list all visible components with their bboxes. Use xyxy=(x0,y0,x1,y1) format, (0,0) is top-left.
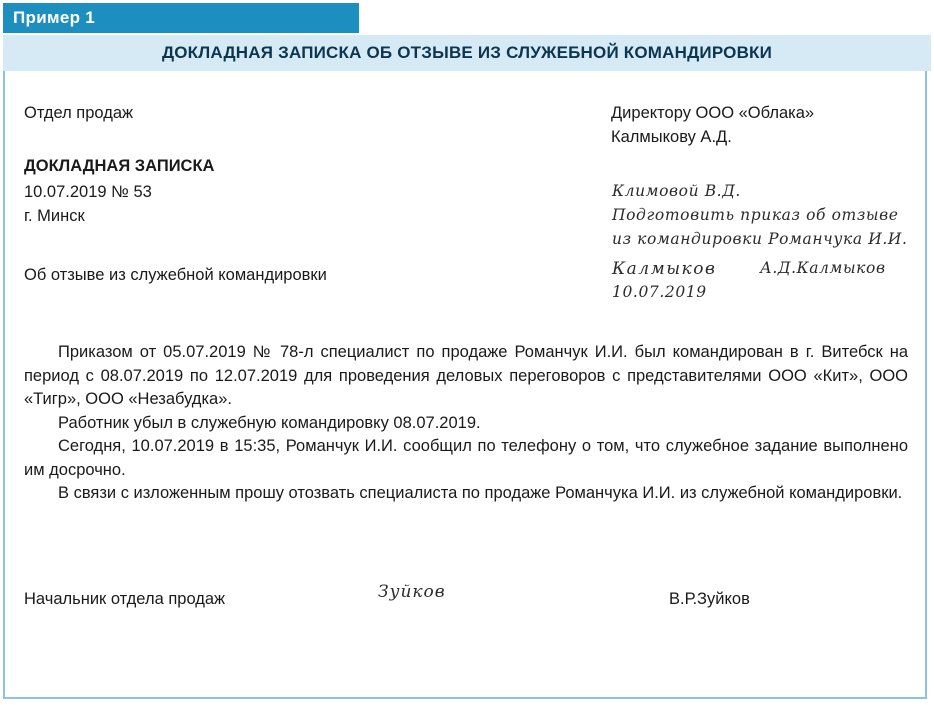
subject: Об отзыве из служебной командировки xyxy=(24,266,327,284)
addressee-line-2: Калмыкову А.Д. xyxy=(611,128,732,146)
banner-title: ДОКЛАДНАЯ ЗАПИСКА ОБ ОТЗЫВЕ ИЗ СЛУЖЕБНОЙ КОМАНДИРОВКИ xyxy=(3,35,931,71)
resolution-signer: А.Д.Калмыков xyxy=(760,259,886,277)
resolution-line-1: Климовой В.Д. xyxy=(612,182,741,200)
date-number: 10.07.2019 № 53 xyxy=(24,183,152,201)
footer-name: В.Р.Зуйков xyxy=(669,590,750,608)
body-paragraph-2: Работник убыл в служебную командировку 08.07.2019. xyxy=(58,413,481,432)
signature-text: Зуйков xyxy=(378,582,446,602)
doc-type: ДОКЛАДНАЯ ЗАПИСКА xyxy=(24,157,215,175)
addressee-line-1: Директору ООО «Облака» xyxy=(611,104,815,122)
resolution-signature: Калмыков xyxy=(612,259,717,279)
handwritten-signature xyxy=(378,582,446,602)
place: г. Минск xyxy=(24,207,85,225)
body-paragraph-1: Приказом от 05.07.2019 № 78-л специалист по продаже Романчук И.И. был командирован в г. Витебск на период с 08.07.2019 по 12.07.2019 для проведения деловых переговоров с представителями ООО «Кит», ООО «Тигр», ООО «Незабудка». xyxy=(24,343,908,408)
footer-position: Начальник отдела продаж xyxy=(24,590,226,608)
department: Отдел продаж xyxy=(24,104,134,122)
body-paragraph-4: В связи с изложенным прошу отозвать специалиста по продаже Романчука И.И. из служебной командировки. xyxy=(58,484,903,502)
resolution-line-3: из командировки Романчука И.И. xyxy=(612,230,908,248)
example-label: Пример 1 xyxy=(3,3,359,33)
resolution-date: 10.07.2019 xyxy=(612,283,707,301)
resolution-line-2: Подготовить приказ об отзыве xyxy=(612,206,899,224)
body-text xyxy=(24,341,908,506)
body-paragraph-3: Сегодня, 10.07.2019 в 15:35, Романчук И.И. сообщил по телефону о том, что служебное задание выполнено им досрочно. xyxy=(24,437,908,479)
